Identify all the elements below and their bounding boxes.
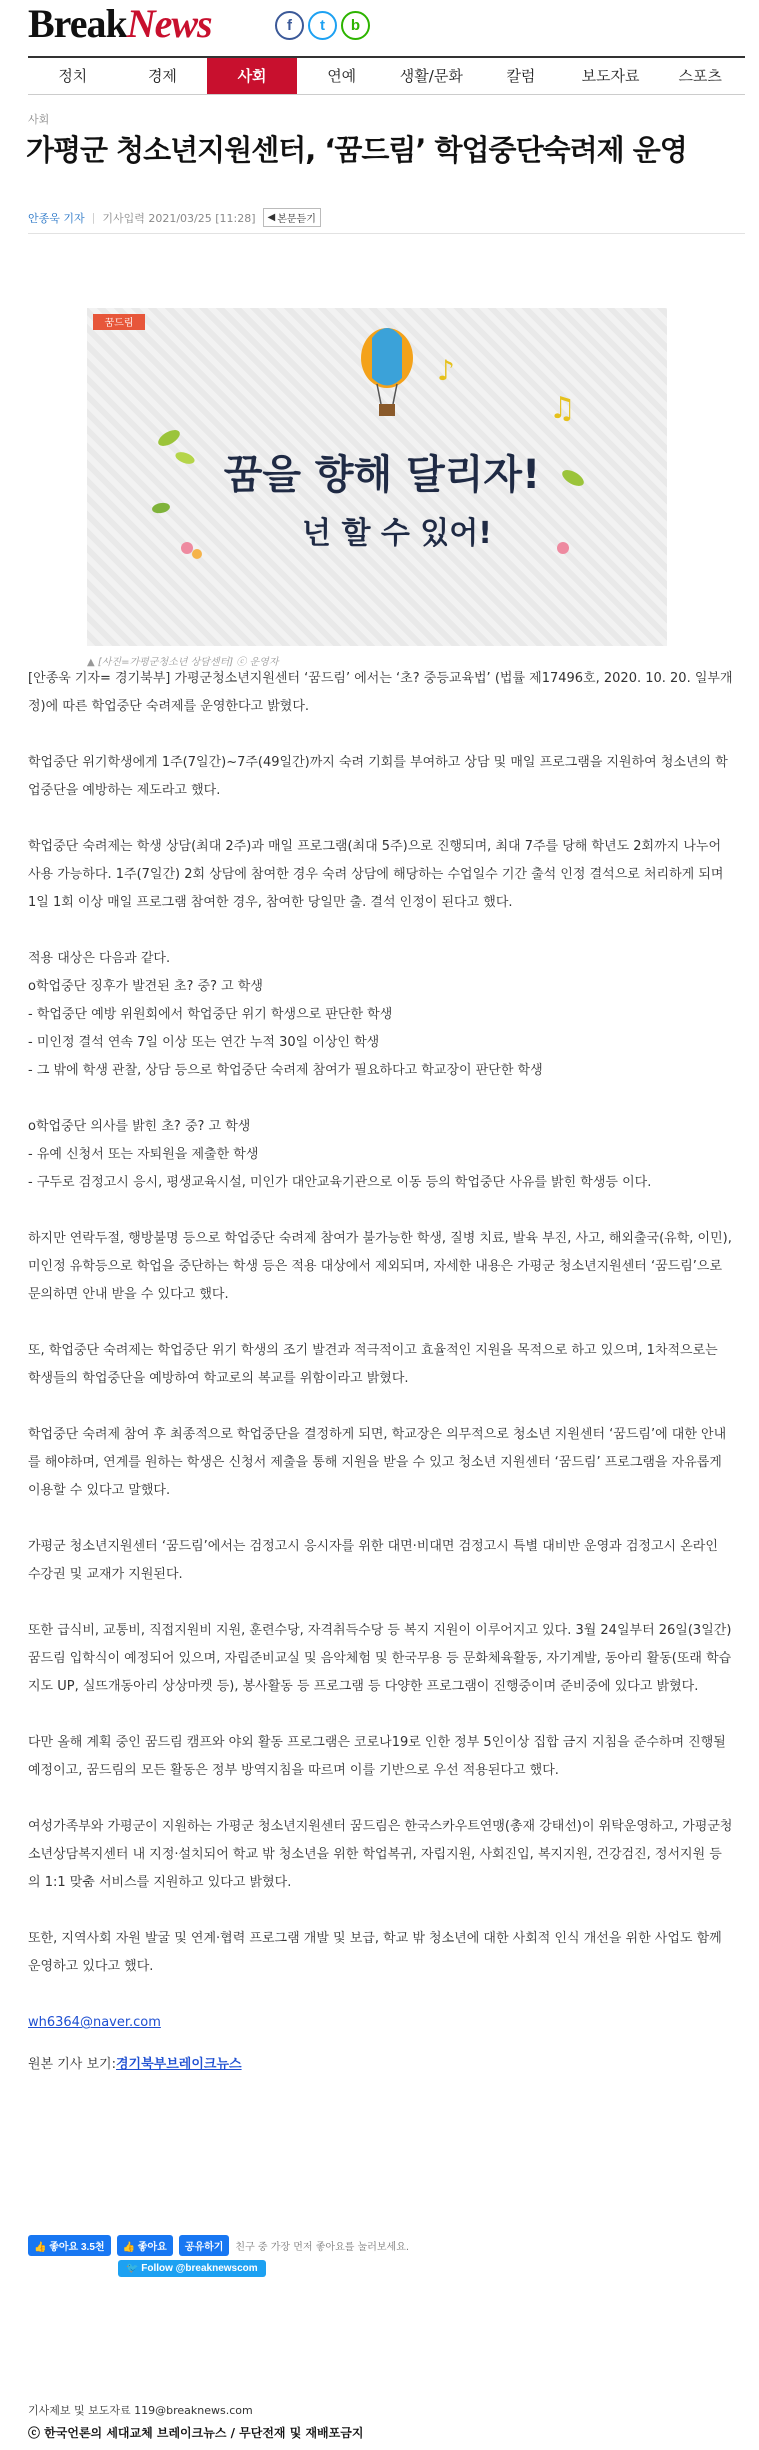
svg-text:♪: ♪ bbox=[437, 354, 455, 387]
meta-divider: | bbox=[91, 211, 96, 224]
svg-text:♫: ♫ bbox=[549, 391, 576, 426]
facebook-like-count-button[interactable] bbox=[28, 2235, 111, 2256]
article-headline: 가평군 청소년지원센터, ‘꿈드림’ 학업중단숙려제 운영 bbox=[26, 133, 687, 167]
main-nav bbox=[28, 56, 745, 95]
listen-button[interactable] bbox=[263, 208, 321, 227]
logo-news: News bbox=[126, 1, 212, 46]
photo-illustration bbox=[87, 308, 667, 646]
twitter-follow-label: Follow @breaknewscom bbox=[141, 2263, 258, 2274]
section-label: 사회 bbox=[28, 113, 50, 126]
listen-button-label: 본문듣기 bbox=[277, 214, 316, 225]
article-paragraph: 또, 학업중단 숙려제는 학업중단 위기 학생의 조기 발견과 적극적이고 효율적인 지원을 목적으로 하고 있으며, 1차적으로는 학생들의 학업중단을 예방하여 학교로의 복교를 위함이라고 밝혔다. bbox=[28, 1343, 718, 1386]
photo-slogan-line2: 넌 할 수 있어! bbox=[302, 516, 492, 551]
article-paragraph: 다만 올해 계획 중인 꿈드림 캠프와 야외 활동 프로그램은 코로나19로 인한 정부 5인이상 집합 금지 지침을 준수하며 진행될 예정이고, 꿈드림의 모든 활동은 정부 방역지침을 따르며 이를 기반으로 우선 적용된다고 했다. bbox=[28, 1735, 726, 1778]
publish-date: 기사입력 2021/03/25 [11:28] bbox=[102, 211, 256, 225]
article-paragraph: 가평군 청소년지원센터 ‘꿈드림’에서는 검정고시 응시자를 위한 대면·비대면 검정고시 특별 대비반 운영과 검정고시 온라인 수강권 및 교재가 지원된다. bbox=[28, 1539, 718, 1582]
article-paragraph: 학업중단 숙려제 참여 후 최종적으로 학업중단을 결정하게 되면, 학교장은 의무적으로 청소년 지원센터 ‘꿈드림’에 대한 안내를 해야하며, 연계를 원하는 학생은 신청서 제출을 통해 지원을 받을 수 있고 청소년 지원센터 ‘꿈드림’ 프로그램을 자유롭게 이용할 수 있다고 말했다. bbox=[28, 1427, 727, 1498]
article-paragraph: 또한, 지역사회 자원 발굴 및 연계·협력 프로그램 개발 및 보급, 학교 밖 청소년에 대한 사회적 인식 개선을 위한 사업도 함께 운영하고 있다고 했다. bbox=[28, 1931, 722, 1974]
share-note: 친구 중 가장 먼저 좋아요를 눌러보세요. bbox=[235, 2242, 410, 2253]
reporter-email-link[interactable]: wh6364@naver.com bbox=[28, 2015, 161, 2030]
site-header bbox=[0, 0, 759, 56]
like-label: 좋아요 bbox=[137, 2242, 167, 2253]
article-paragraph: 적용 대상은 다음과 같다. o학업중단 징후가 발견된 초? 중? 고 학생 - 학업중단 예방 위원회에서 학업중단 위기 학생으로 판단한 학생 - 미인정 결석 연속 7일 이상 또는 연간 누적 30일 이상인 학생 - 그 밖에 학생 관찰, 상담 등으로 학업중단 숙려제 참여가 필요하다고 학교장이 판단한 학생 bbox=[28, 951, 543, 1078]
photo-caption: ▲ [사진=가평군청소년 상담센터] ⓒ 운영자 bbox=[87, 657, 279, 668]
thumbs-up-icon: 👍 bbox=[34, 2242, 50, 2253]
twitter-follow-button[interactable] bbox=[118, 2260, 266, 2277]
nav-item-politics[interactable]: 정치 bbox=[58, 67, 88, 85]
article-paragraph: 또한 급식비, 교통비, 직접지원비 지원, 훈련수당, 자격취득수당 등 복지 지원이 이루어지고 있다. 3월 24일부터 26일(3일간) 꿈드림 입학식이 예정되어 있으며, 자립준비교실 및 음악체험 및 한국무용 등 문화체육활동, 자기계발, 동아리 활동(또래 학습지도 UP, 실뜨개동아리 상상마켓 등), 봉사활동 등 프로그램 등 다양한 프로그램이 진행중이며 준비중에 있다고 밝혔다. bbox=[28, 1623, 732, 1694]
nav-item-society[interactable]: 사회 bbox=[207, 58, 297, 94]
article-paragraph: 학업중단 위기학생에게 1주(7일간)~7주(49일간)까지 숙려 기회를 부여하고 상담 및 매일 프로그램을 지원하여 청소년의 학업중단을 예방하는 제도라고 했다. bbox=[28, 755, 728, 798]
reporter-link[interactable]: 안종욱 기자 bbox=[28, 211, 85, 225]
nav-item-entertainment[interactable]: 연예 bbox=[327, 67, 357, 85]
nav-item-life-culture[interactable]: 생활/문화 bbox=[399, 67, 463, 85]
balloon-icon bbox=[361, 328, 413, 416]
social-links bbox=[275, 11, 370, 40]
nav-item-sports[interactable]: 스포츠 bbox=[678, 67, 722, 85]
source-link[interactable]: 경기북부브레이크뉴스 bbox=[116, 2057, 242, 2072]
speaker-icon: ◀ bbox=[267, 212, 276, 223]
source-row bbox=[28, 2051, 733, 2079]
nav-item-press-release[interactable]: 보도자료 bbox=[581, 67, 640, 85]
nav-item-column[interactable]: 칼럼 bbox=[506, 67, 536, 85]
article-paragraph: [안종욱 기자= 경기북부] 가평군청소년지원센터 ‘꿈드림’ 에서는 ‘초? 중등교육법’ (법률 제17496호, 2020. 10. 20. 일부개정)에 따른 학업중단 숙려제를 운영한다고 밝혔다. bbox=[28, 671, 733, 714]
article-body bbox=[28, 665, 733, 2107]
article-photo bbox=[87, 308, 667, 646]
footer-copyright: ⓒ 한국언론의 세대교체 브레이크뉴스 / 무단전재 및 재배포금지 bbox=[28, 2426, 364, 2440]
logo-break: Break bbox=[28, 1, 127, 46]
like-count-label: 좋아요 3.5천 bbox=[49, 2242, 105, 2253]
article-paragraph: 여성가족부와 가평군이 지원하는 가평군 청소년지원센터 꿈드림은 한국스카우트연맹(총재 강태선)이 위탁운영하고, 가평군청소년상담복지센터 내 지정·설치되어 학교 밖 청소년을 위한 학업복귀, 자립지원, 사회진입, 복지지원, 건강검진, 정서지원 등의 1:1 맞춤 서비스를 지원하고 있다고 밝혔다. bbox=[28, 1819, 733, 1890]
email-row bbox=[28, 2009, 733, 2037]
site-logo[interactable] bbox=[28, 0, 212, 47]
source-label: 원본 기사 보기: bbox=[28, 2057, 116, 2072]
share-bar bbox=[28, 2235, 409, 2256]
meta-divider-line bbox=[28, 233, 745, 234]
footer-contact: 기사제보 및 보도자료 119@breaknews.com bbox=[28, 2404, 253, 2417]
article-paragraph: 학업중단 숙려제는 학생 상담(최대 2주)과 매일 프로그램(최대 5주)으로 진행되며, 최대 7주를 당해 학년도 2회까지 나누어 사용 가능하다. 1주(7일간) 2회 상담에 참여한 경우 숙려 상담에 해당하는 수업일수 기간 출석 인정 결석으로 처리하게 되며 1일 1회 이상 매일 프로그램 참여한 경우, 참여한 당일만 출. 결석 인정이 된다고 했다. bbox=[28, 839, 724, 910]
music-note-icon bbox=[437, 354, 576, 426]
article-meta bbox=[28, 208, 321, 227]
facebook-icon[interactable]: f bbox=[275, 11, 304, 40]
photo-tag-text: 꿈드림 bbox=[104, 318, 134, 329]
thumbs-up-icon: 👍 bbox=[122, 2242, 138, 2253]
twitter-bird-icon: 🐦 bbox=[126, 2263, 142, 2274]
nav-item-economy[interactable]: 경제 bbox=[147, 67, 177, 85]
article-paragraph: o학업중단 의사를 밝힌 초? 중? 고 학생 - 유예 신청서 또는 자퇴원을 제출한 학생 - 구두로 검정고시 응시, 평생교육시설, 미인가 대안교육기관으로 이동 등의 학업중단 사유를 밝힌 학생등 이다. bbox=[28, 1119, 652, 1190]
facebook-like-button[interactable] bbox=[117, 2235, 173, 2256]
facebook-share-button[interactable]: 공유하기 bbox=[179, 2235, 230, 2256]
twitter-icon[interactable]: t bbox=[308, 11, 337, 40]
article-paragraph: 하지만 연락두절, 행방불명 등으로 학업중단 숙려제 참여가 불가능한 학생, 질병 치료, 발육 부진, 사고, 해외출국(유학, 이민), 미인정 유학등으로 학업을 중단하는 학생 등은 적용 대상에서 제외되며, 자세한 내용은 가평군 청소년지원센터 ‘꿈드림’으로 문의하면 안내 받을 수 있다고 했다. bbox=[28, 1231, 732, 1302]
band-icon[interactable]: b bbox=[341, 11, 370, 40]
photo-slogan-line1: 꿈을 향해 달리자! bbox=[223, 452, 541, 498]
